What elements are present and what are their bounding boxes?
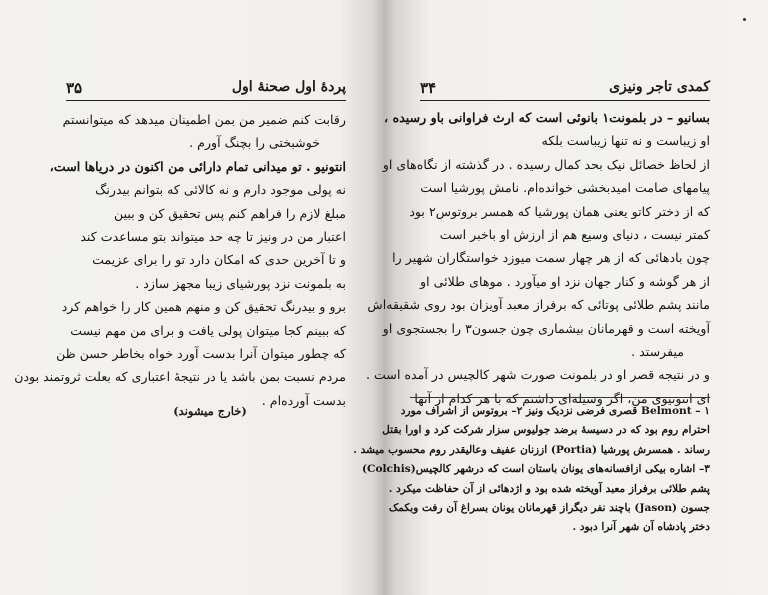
text-line: برو و بیدرنگ تحقیق کن و منهم همین کار را خواهم کرد — [61, 299, 346, 315]
text-line: بدست آورده‌ام . — [261, 392, 346, 408]
text-line: اعتبار من در ونیز تا چه حد میتواند بتو مساعدت کند — [80, 228, 346, 244]
text-line: چون بادهائی که از هر چهار سمت میوزد خواستگاران شهیر را — [392, 250, 710, 266]
text-line: رقابت کنم ضمیر من بمن اطمینان میدهد که میتوانستم — [62, 112, 346, 127]
text-line: میفرستد . — [631, 343, 684, 359]
page-mark — [743, 18, 746, 21]
text-line: که از دختر کاتو یعنی همان پورشیا که همسر بروتوس۲ بود — [409, 203, 710, 219]
text-line: کمتر نیست ، دنیای وسیع هم از ارزش او باخبر است — [439, 226, 710, 242]
footnote-line: ۱ – Belmont قصری فرضی نزدیک ونیز ۲– بروتوس از اشراف مورد — [400, 405, 710, 417]
text-line: و تا آخرین حدی که امکان دارد تو را برای عزیمت — [92, 252, 346, 268]
text-line: از لحاظ خصائل نیک بحد کمال رسیده . در گذشته از نگاه‌های او — [382, 156, 710, 172]
footnote-line: پشم طلائی برفراز معبد آویخته شده بود و اژدهائی از آن حفاظت میکرد . — [388, 482, 710, 495]
text-line: به بلمونت نزد پورشیای زیبا مجهز سازد . — [135, 275, 346, 291]
left-page-number: ۳۵ — [66, 79, 83, 97]
right-page-header — [420, 78, 710, 101]
stage-direction: (خارج میشوند) — [173, 404, 247, 418]
text-line: و در نتیجه قصر او در بلمونت صورت شهر کالچیس در آمده است . — [366, 367, 710, 383]
text-line: مبلغ لازم را فراهم کنم پس تحقیق کن و ببین — [114, 205, 346, 221]
footnote-line: جسون (Jason) باچند نفر دیگراز قهرمانان یونان بسراغ آن رفت وبکمک — [388, 501, 710, 514]
text-line: مردم نسبت بمن باشد یا در نتیجهٔ اعتباری که بعلت ثروتمند بودن — [14, 369, 346, 385]
text-line: از هر گوشه و کنار جهان نزد او میآورد . موهای طلائی او — [420, 273, 710, 289]
left-page-text — [14, 108, 346, 412]
text-line: نه پولی موجود دارم و نه کالائی که بتوانم بیدرنگ — [95, 182, 346, 198]
right-page-header-title: کمدی تاجر ونیزی — [609, 79, 710, 95]
footnote-line: ۳– اشاره بیکی ازافسانه‌های یونان باستان است که درشهر کالچیس(Colchis) — [362, 463, 710, 476]
right-page-number: ۳۴ — [420, 79, 437, 97]
speaker-line: بسانیو – در بلمونت۱ بانوئی است که ارث فراوانی باو رسیده ، — [384, 110, 710, 125]
text-line: ای انتونیوی من، اگر وسیله‌ای داشتم که با هر کدام از آنها — [414, 390, 710, 406]
text-line: که چطور میتوان آنرا بدست آورد خواه بخاطر حسن ظن — [56, 345, 346, 361]
footnote-divider — [410, 397, 710, 398]
right-page-text — [366, 106, 710, 410]
footnote-line: احترام روم بود که در دسیسهٔ برضد جولیوس سزار شرکت کرد و اورا بقتل — [382, 424, 710, 437]
text-line: او زیباست و نه تنها زیباست بلکه — [541, 133, 710, 149]
text-line: خوشبختی را بچنگ آورم . — [189, 135, 320, 151]
left-page-header — [66, 78, 346, 101]
footnote-line: دختر پادشاه آن شهر آنرا دبود . — [572, 521, 710, 534]
right-page — [353, 0, 768, 595]
speaker-line: انتونیو . تو میدانی تمام دارائی من اکنون در دریاها است، — [49, 158, 346, 174]
footnote-line: رساند . همسرش پورشیا (Portia) اززنان عفیف وعالیقدر روم محسوب میشد . — [353, 443, 710, 456]
text-line: مانند پشم طلائی پوتائی که برفراز معبد آویزان بود روی شقیقه‌اش — [367, 297, 710, 313]
text-line: آویخته است و قهرمانان بیشماری چون جسون۳ را بجستجوی او — [382, 320, 710, 336]
text-line: پیامهای صامت امیدبخشی خوانده‌ام. نامش پورشیا است — [420, 180, 710, 196]
text-line: که ببینم کجا میتوان پولی یافت و برای من مهم نیست — [70, 322, 346, 338]
footnotes — [353, 402, 710, 538]
left-page-header-title: پردهٔ اول صحنهٔ اول — [231, 79, 346, 95]
